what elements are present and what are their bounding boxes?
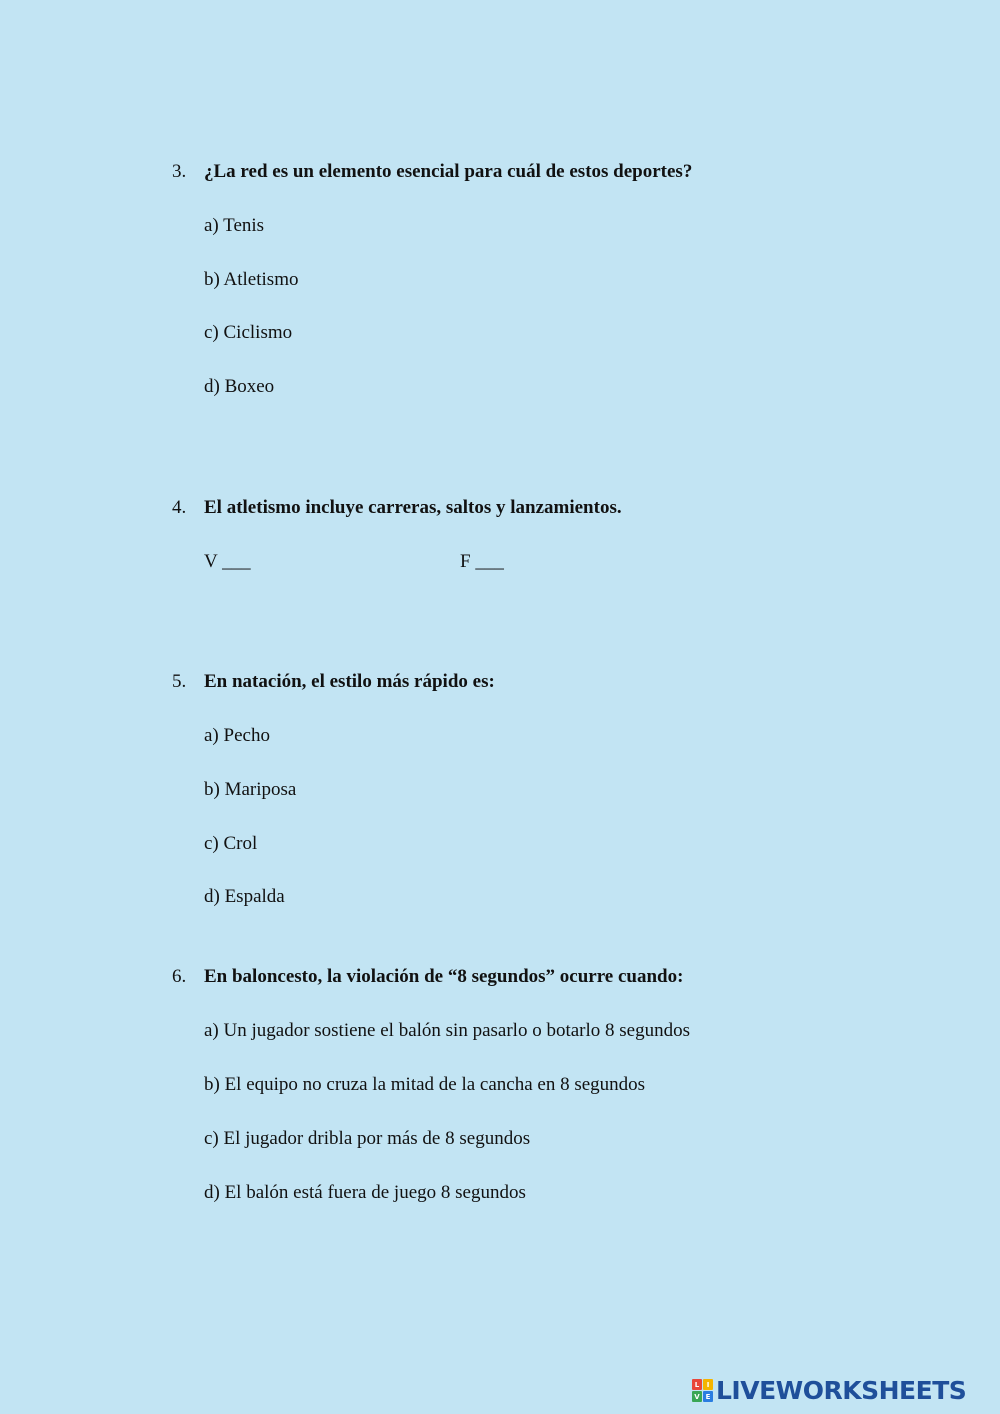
option-a[interactable]: a) Un jugador sostiene el balón sin pasarlo o botarlo 8 segundos bbox=[204, 1020, 690, 1041]
option-a[interactable]: a) Tenis bbox=[204, 215, 265, 236]
liveworksheets-logo bbox=[692, 1376, 966, 1405]
option-c[interactable]: c) Crol bbox=[204, 833, 258, 854]
option-b[interactable]: b) Atletismo bbox=[204, 269, 299, 290]
liveworksheets-logo-icon bbox=[692, 1379, 713, 1402]
option-d[interactable]: d) El balón está fuera de juego 8 segundos bbox=[204, 1182, 526, 1203]
option-d[interactable]: d) Boxeo bbox=[204, 376, 275, 397]
question-text: El atletismo incluye carreras, saltos y lanzamientos. bbox=[204, 497, 622, 518]
logo-letter-l: L bbox=[692, 1379, 702, 1390]
question-number: 4. bbox=[172, 497, 187, 518]
question-text: ¿La red es un elemento esencial para cuál de estos deportes? bbox=[204, 161, 693, 182]
logo-text: LIVEWORKSHEETS bbox=[716, 1376, 967, 1405]
question-text: En baloncesto, la violación de “8 segundos” ocurre cuando: bbox=[204, 966, 684, 987]
option-c[interactable]: c) Ciclismo bbox=[204, 322, 293, 343]
option-d[interactable]: d) Espalda bbox=[204, 886, 285, 907]
option-b[interactable]: b) El equipo no cruza la mitad de la cancha en 8 segundos bbox=[204, 1074, 646, 1095]
question-number: 6. bbox=[172, 966, 187, 987]
question-text: En natación, el estilo más rápido es: bbox=[204, 671, 495, 692]
logo-letter-v: V bbox=[692, 1391, 702, 1402]
question-number: 3. bbox=[172, 161, 187, 182]
false-answer-blank[interactable]: F ___ bbox=[460, 551, 504, 572]
logo-letter-e: E bbox=[703, 1391, 713, 1402]
question-number: 5. bbox=[172, 671, 187, 692]
logo-letter-i: I bbox=[703, 1379, 713, 1390]
option-a[interactable]: a) Pecho bbox=[204, 725, 270, 746]
option-b[interactable]: b) Mariposa bbox=[204, 779, 297, 800]
true-answer-blank[interactable]: V ___ bbox=[204, 551, 251, 572]
option-c[interactable]: c) El jugador dribla por más de 8 segundos bbox=[204, 1128, 531, 1149]
